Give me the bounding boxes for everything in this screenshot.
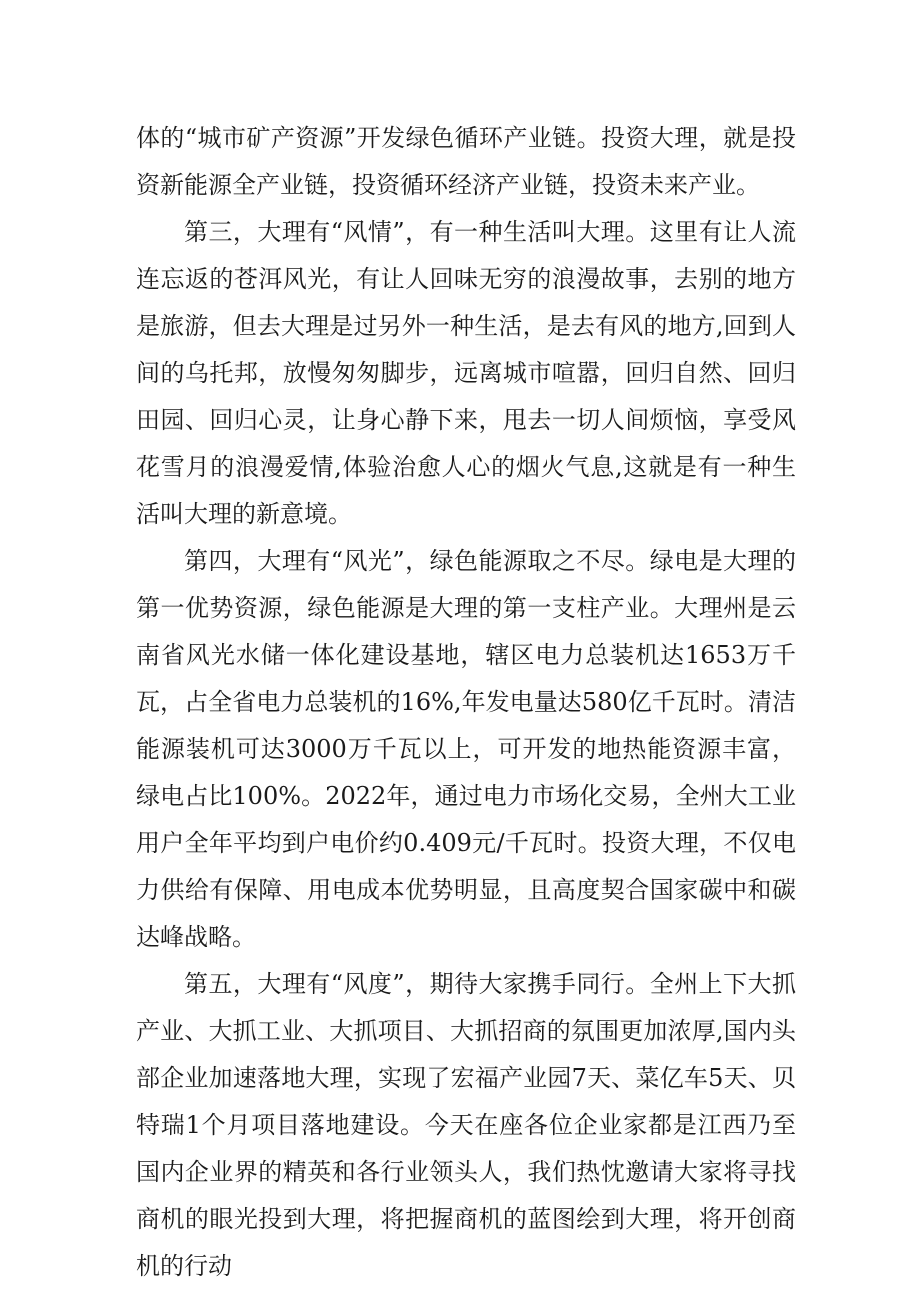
paragraph-third-fengqing: 第三，大理有“风情”，有一种生活叫大理。这里有让人流连忘返的苍洱风光，有让人回味无穷的浪漫故事，去别的地方是旅游，但去大理是过另外一种生活，是去有风的地方,回到人间的乌托邦，放慢匆匆脚步，远离城市喧嚣，回归自然、回归田园、回归心灵，让身心静下来，甩去一切人间烦恼，享受风花雪月的浪漫爱情,体验治愈人心的烟火气息,这就是有一种生活叫大理的新意境。 xyxy=(136,218,796,528)
paragraph-fourth-fengguang: 第四，大理有“风光”，绿色能源取之不尽。绿电是大理的第一优势资源，绿色能源是大理的第一支柱产业。大理州是云南省风光水储一体化建设基地，辖区电力总装机达1653万千瓦，占全省电力总装机的16%,年发电量达580亿千瓦时。清洁能源装机可达3000万千瓦以上，可开发的地热能资源丰富，绿电占比100%。2022年，通过电力市场化交易，全州大工业用户全年平均到户电价约0.409元/千瓦时。投资大理，不仅电力供给有保障、用电成本优势明显，且高度契合国家碳中和碳达峰战略。 xyxy=(136,547,796,951)
document-body xyxy=(136,115,796,1290)
paragraph-fifth-fengdu: 第五，大理有“风度”，期待大家携手同行。全州上下大抓产业、大抓工业、大抓项目、大抓招商的氛围更加浓厚,国内头部企业加速落地大理，实现了宏福产业园7天、菜亿车5天、贝特瑞1个月项目落地建设。今天在座各位企业家都是江西乃至国内企业界的精英和各行业领头人，我们热忱邀请大家将寻找商机的眼光投到大理，将把握商机的蓝图绘到大理，将开创商机的行动 xyxy=(136,970,796,1280)
paragraph-circular-economy: 体的“城市矿产资源”开发绿色循环产业链。投资大理，就是投资新能源全产业链，投资循环经济产业链，投资未来产业。 xyxy=(136,124,796,199)
